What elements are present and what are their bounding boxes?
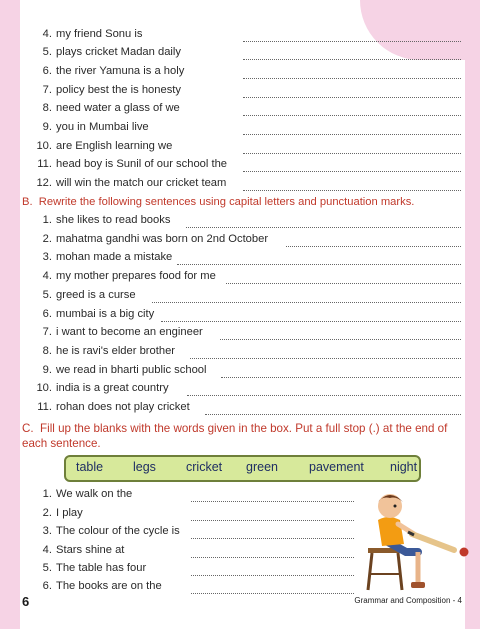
left-pink-margin [0, 0, 20, 629]
section-b-heading: B. Rewrite the following sentences using capital letters and punctuation marks. [22, 196, 415, 208]
answer-line[interactable] [243, 114, 461, 116]
answer-line[interactable] [190, 357, 461, 359]
book-footer: Grammar and Composition - 4 [354, 596, 462, 605]
answer-line[interactable] [152, 301, 461, 303]
answer-line[interactable] [226, 282, 461, 284]
answer-line[interactable] [177, 263, 461, 265]
answer-line[interactable] [243, 96, 461, 98]
answer-line[interactable] [191, 500, 354, 502]
word-option: green [246, 460, 278, 474]
answer-line[interactable] [221, 376, 461, 378]
answer-line[interactable] [186, 226, 461, 228]
word-option: night [390, 460, 418, 474]
answer-line[interactable] [243, 58, 461, 60]
answer-line[interactable] [220, 338, 461, 340]
answer-line[interactable] [286, 245, 461, 247]
answer-line[interactable] [243, 133, 461, 135]
word-option: pavement [309, 460, 364, 474]
top-right-decoration [360, 0, 480, 60]
section-c-heading: C. Fill up the blanks with the words given in the box. Put a full stop (.) at the end of each sentence. [22, 422, 448, 450]
answer-line[interactable] [243, 152, 461, 154]
answer-line[interactable] [243, 170, 461, 172]
page-number: 6 [22, 594, 30, 609]
answer-line[interactable] [161, 320, 461, 322]
cricket-boy-illustration [348, 490, 473, 595]
answer-line[interactable] [243, 40, 461, 42]
answer-line[interactable] [205, 413, 461, 415]
word-option: cricket [186, 460, 223, 474]
answer-line[interactable] [191, 556, 354, 558]
answer-line[interactable] [243, 77, 461, 79]
answer-line[interactable] [187, 394, 461, 396]
answer-line[interactable] [243, 189, 461, 191]
worksheet-page: 4. my friend Sonu is 5. plays cricket Madan daily 6. the river Yamuna is a holy 7. policy best the is honesty 8. need water a glass of we 9. you in Mumbai live 10. are English learning we 11. head boy is Sunil of our school the 12. will win the match our cricket team B. Rewrite the following sentences using capital letters and punctuation marks. 1. she likes to read books 2. mahatma gandhi was born on 2nd October 3. mohan made a mistake 4. my mother prepares food for me 5. greed is a curse 6. mumbai is a big city 7. i want to become an engineer 8. he is ravi's elder brother 9. we read in bharti public school 10. india is a great country 11. rohan does not play cricket C. Fill up the blanks with the words given in the box. Put a full stop (.) at the end of each sentence. table legs cricket green pavement night 1. We walk on the 2. I play 3. The colour of the cycle is 4. Stars shine at 5. The table has four 6. The books are on the 6 Grammar and Composition - 4 [0, 0, 480, 629]
word-option: table [76, 460, 104, 474]
answer-line[interactable] [191, 574, 354, 576]
answer-line[interactable] [191, 519, 354, 521]
word-box [64, 455, 421, 482]
answer-line[interactable] [191, 537, 354, 539]
answer-line[interactable] [191, 592, 354, 594]
word-option: legs [133, 460, 156, 474]
